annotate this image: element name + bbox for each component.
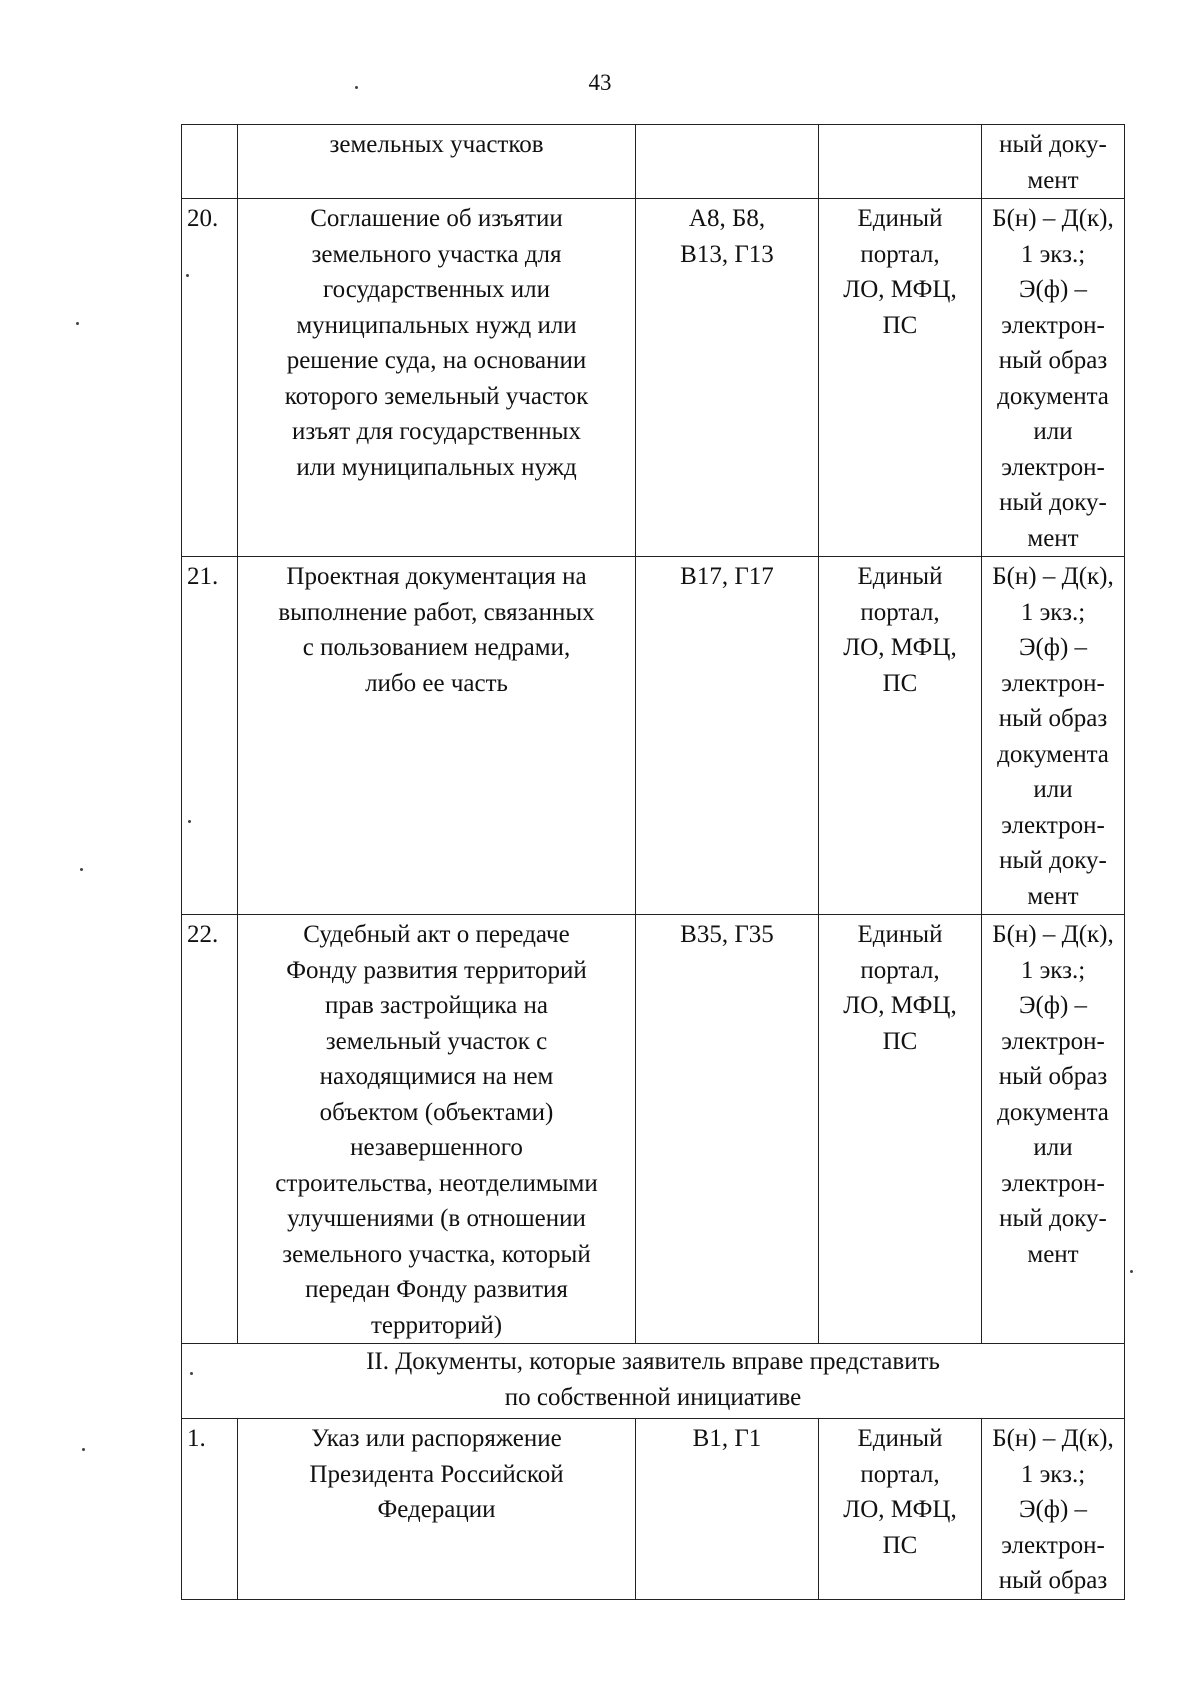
document-form-cell: Б(н) – Д(к), 1 экз.; Э(ф) – электрон- ный образ документа или электрон- ный доку- мент xyxy=(982,199,1125,557)
submission-channel-cell: Единый портал, ЛО, МФЦ, ПС xyxy=(819,915,982,1344)
row-number-cell: 21. xyxy=(182,557,238,915)
scan-speck xyxy=(188,820,191,823)
scan-speck xyxy=(355,86,358,89)
scan-speck xyxy=(80,868,83,871)
submission-channel-cell: Единый портал, ЛО, МФЦ, ПС xyxy=(819,199,982,557)
section-heading-row xyxy=(182,1344,1125,1419)
section-heading: II. Документы, которые заявитель вправе представить по собственной инициативе xyxy=(182,1344,1125,1419)
submission-channel-cell: Единый портал, ЛО, МФЦ, ПС xyxy=(819,557,982,915)
codes-cell xyxy=(636,125,819,199)
scan-speck xyxy=(82,1448,85,1451)
row-number-cell: 22. xyxy=(182,915,238,1344)
document-name-cell: Соглашение об изъятии земельного участка для государственных или муниципальных нужд или решение суда, на основании которого земельный участок изъят для государственных или муниципальных нужд xyxy=(238,199,636,557)
document-form-cell: ный доку- мент xyxy=(982,125,1125,199)
submission-channel-cell: Единый портал, ЛО, МФЦ, ПС xyxy=(819,1419,982,1600)
scan-speck xyxy=(186,274,189,277)
row-number-cell: 1. xyxy=(182,1419,238,1600)
codes-cell: В17, Г17 xyxy=(636,557,819,915)
codes-cell: В35, Г35 xyxy=(636,915,819,1344)
submission-channel-cell xyxy=(819,125,982,199)
scan-speck xyxy=(1130,1270,1133,1273)
row-number-cell: 20. xyxy=(182,199,238,557)
document-name-cell: Указ или распоряжение Президента Российской Федерации xyxy=(238,1419,636,1600)
codes-cell: В1, Г1 xyxy=(636,1419,819,1600)
document-form-cell: Б(н) – Д(к), 1 экз.; Э(ф) – электрон- ный образ xyxy=(982,1419,1125,1600)
codes-cell: А8, Б8, В13, Г13 xyxy=(636,199,819,557)
document-form-cell: Б(н) – Д(к), 1 экз.; Э(ф) – электрон- ный образ документа или электрон- ный доку- мент xyxy=(982,915,1125,1344)
row-number-cell xyxy=(182,125,238,199)
document-name-cell: Проектная документация на выполнение работ, связанных с пользованием недрами, либо ее часть xyxy=(238,557,636,915)
page-number: 43 xyxy=(588,70,612,95)
table-row xyxy=(182,915,1125,1344)
table-row xyxy=(182,557,1125,915)
scan-speck xyxy=(76,322,79,325)
table-row xyxy=(182,1419,1125,1600)
table-row xyxy=(182,125,1125,199)
table-row xyxy=(182,199,1125,557)
documents-table xyxy=(181,124,1125,1600)
document-name-cell: земельных участков xyxy=(238,125,636,199)
scan-speck xyxy=(190,1372,193,1375)
document-form-cell: Б(н) – Д(к), 1 экз.; Э(ф) – электрон- ный образ документа или электрон- ный доку- мент xyxy=(982,557,1125,915)
document-name-cell: Судебный акт о передаче Фонду развития территорий прав застройщика на земельный участок с находящимися на нем объектом (объектами) незавершенного строительства, неотделимыми улучшениями (в отношении земельного участка, который передан Фонду развития территорий) xyxy=(238,915,636,1344)
